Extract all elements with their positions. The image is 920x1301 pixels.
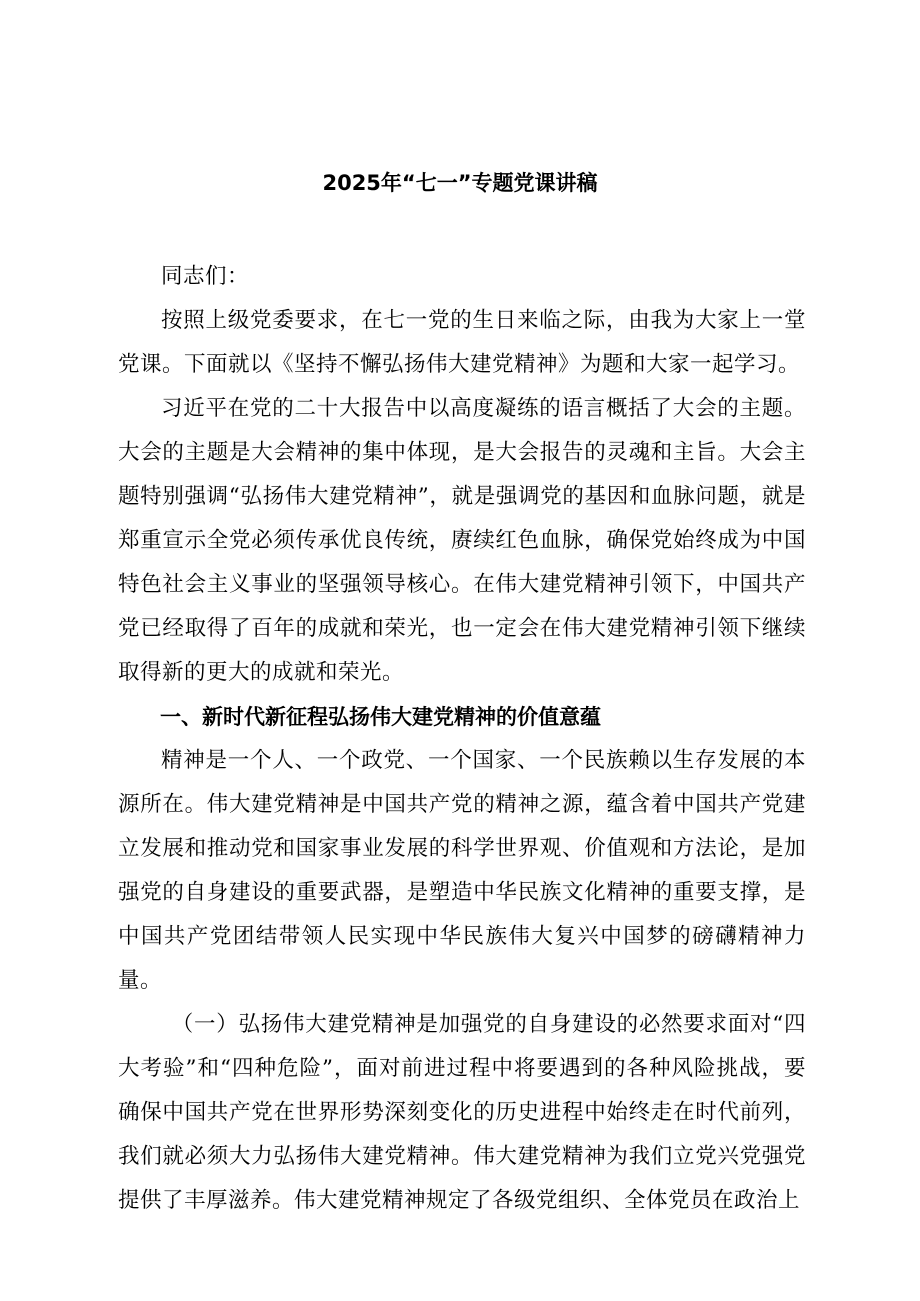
section-1-heading: 一、新时代新征程弘扬伟大建党精神的价值意蕴	[160, 705, 601, 729]
document-body	[118, 255, 806, 1223]
theme-paragraph: 习近平在党的二十大报告中以高度凝练的语言概括了大会的主题。大会的主题是大会精神的集中体现，是大会报告的灵魂和主旨。大会主题特别强调“弘扬伟大建党精神”，就是强调党的基因和血脉问题，就是郑重宣示全党必须传承优良传统，赓续红色血脉，确保党始终成为中国特色社会主义事业的坚强领导核心。在伟大建党精神引领下，中国共产党已经取得了百年的成就和荣光，也一定会在伟大建党精神引领下继续取得新的更大的成就和荣光。	[118, 396, 806, 685]
subsection-1-paragraph: （一）弘扬伟大建党精神是加强党的自身建设的必然要求面对“四大考验”和“四种危险”，面对前进过程中将要遇到的各种风险挑战，要确保中国共产党在世界形势深刻变化的历史进程中始终走在时代前列，我们就必须大力弘扬伟大建党精神。伟大建党精神为我们立党兴党强党提供了丰厚滋养。伟大建党精神规定了各级党组织、全体党员在政治上	[118, 1012, 806, 1213]
section-1-paragraph: 精神是一个人、一个政党、一个国家、一个民族赖以生存发展的本源所在。伟大建党精神是中国共产党的精神之源，蕴含着中国共产党建立发展和推动党和国家事业发展的科学世界观、价值观和方法论，是加强党的自身建设的重要武器，是塑造中华民族文化精神的重要支撑，是中国共产党团结带领人民实现中华民族伟大复兴中国梦的磅礴精神力量。	[118, 748, 806, 993]
intro-paragraph: 按照上级党委要求，在七一党的生日来临之际，由我为大家上一堂党课。下面就以《坚持不懈弘扬伟大建党精神》为题和大家一起学习。	[118, 308, 806, 377]
salutation: 同志们：	[161, 264, 250, 289]
document-title: 2025年“七一”专题党课讲稿	[322, 171, 598, 195]
